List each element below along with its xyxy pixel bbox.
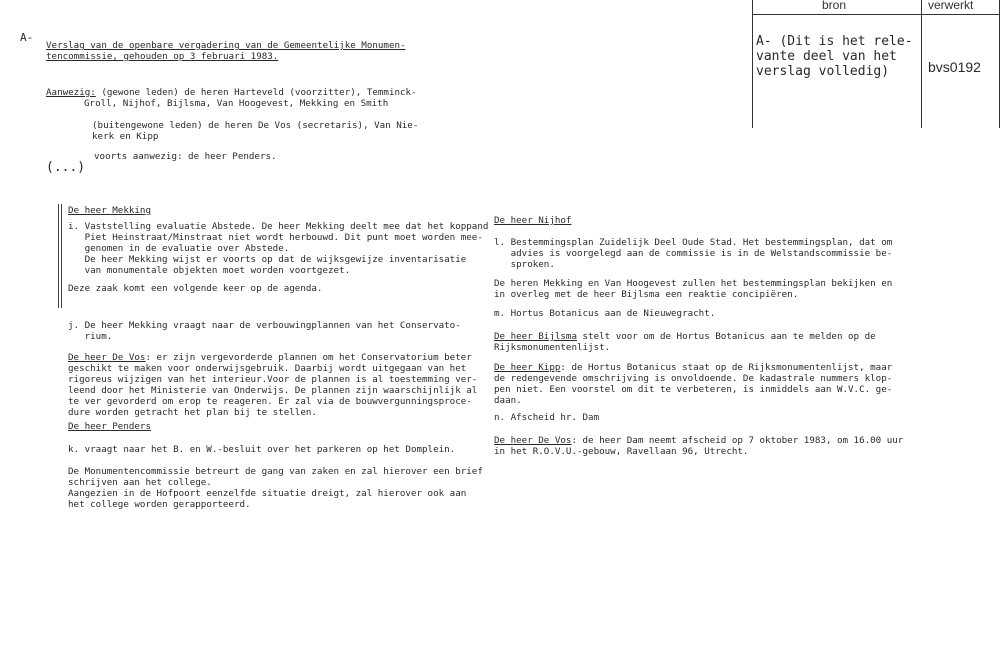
mekking-heading: De heer Mekking <box>68 205 151 216</box>
closing-line: schrijven aan het college. <box>68 477 212 488</box>
title-line: Verslag van de openbare vergadering van de Gemeentelijke Monumen- <box>46 40 406 51</box>
item-k: k. vraagt naar het B. en W.-besluit over het parkeren op het Domplein. <box>68 444 456 455</box>
also-present: voorts aanwezig: de heer Penders. <box>94 151 277 162</box>
bijlsma-rest: Rijksmonumentenlijst. <box>494 342 611 353</box>
devos-line: leend door het Ministerie van Onderwijs. De plannen zijn waarschijnlijk al <box>68 385 478 396</box>
devos-label: De heer De Vos <box>494 435 572 446</box>
item-j-line: j. De heer Mekking vraagt naar de verbouwingplannen van het Conservato- <box>68 320 461 331</box>
review-paragraph <box>494 278 892 300</box>
agenda-note: Deze zaak komt een volgende keer op de agenda. <box>68 283 323 294</box>
item-l <box>494 237 892 270</box>
kipp-line: daan. <box>494 395 522 406</box>
verwerkt-code: bvs0192 <box>928 59 981 75</box>
closing-paragraph <box>68 466 483 510</box>
item-j-line: rium. <box>68 331 113 342</box>
attendance-regular <box>46 87 417 109</box>
margin-bar <box>58 204 59 308</box>
attendance-extraordinary <box>92 120 418 142</box>
item-l-line: sproken. <box>494 259 555 270</box>
kipp-line: de redengevende omschrijving is onvoldoende. De kadastrale nummers klop- <box>494 373 893 384</box>
attendance-regular-rest: Groll, Nijhof, Bijlsma, Van Hoogevest, Mekking en Smith <box>84 98 389 109</box>
devos-line: dure worden getracht het plan bij te stellen. <box>68 407 317 418</box>
kipp-label: De heer Kipp <box>494 362 561 373</box>
item-i <box>68 221 488 276</box>
bijlsma-first: stelt voor om de Hortus Botanicus aan te melden op de <box>576 331 876 342</box>
bron-label: bron <box>822 0 847 12</box>
item-i-line: De heer Mekking wijst er voorts op dat de wijksgewijze inventarisatie <box>68 254 467 265</box>
kipp-line: pen niet. Een voorstel om dit te verbeteren, is inmiddels aan W.V.C. ge- <box>494 384 893 395</box>
devos-farewell-rest: in het R.O.V.U.-gebouw, Ravellaan 96, Utrecht. <box>494 446 749 457</box>
item-l-line: advies is voorgelegd aan de commissie is in de Welstandscommissie be- <box>494 248 893 259</box>
kipp-reply <box>494 362 892 406</box>
review-line: De heren Mekking en Van Hoogevest zullen het bestemmingsplan bekijken en <box>494 278 893 289</box>
attendance-extra-line: (buitengewone leden) de heren De Vos (secretaris), Van Nie- <box>92 120 419 131</box>
bijlsma-proposal <box>494 331 876 353</box>
devos-farewell <box>494 435 903 457</box>
ellipsis: (...) <box>46 160 86 175</box>
bijlsma-label: De heer Bijlsma <box>494 331 577 342</box>
box-header-rule <box>752 14 1000 15</box>
item-m: m. Hortus Botanicus aan de Nieuwegracht. <box>494 308 716 319</box>
attendance-label: Aanwezig: <box>46 87 96 98</box>
nijhof-heading: De heer Nijhof <box>494 215 572 226</box>
kipp-first: : de Hortus Botanicus staat op de Rijksmonumentenlijst, maar <box>560 362 893 373</box>
title-line: tencommissie, gehouden op 3 februari 1983. <box>46 51 279 62</box>
document-title <box>46 40 406 62</box>
devos-farewell-first: : de heer Dam neemt afscheid op 7 oktober 1983, om 16.00 uur <box>571 435 904 446</box>
devos-line: rigoreus wijzigen van het interieur.Voor de plannen is al toestemming ver- <box>68 374 478 385</box>
box-divider <box>921 0 922 128</box>
item-i-line: van monumentale objekten moet worden voortgezet. <box>68 265 351 276</box>
bron-text: A- (Dit is het rele- vante deel van het verslag volledig) <box>756 34 913 79</box>
item-i-line: i. Vaststelling evaluatie Abstede. De heer Mekking deelt mee dat het koppand <box>68 221 489 232</box>
margin-bar <box>61 204 62 308</box>
closing-line: Aangezien in de Hofpoort eenzelfde situatie dreigt, zal hierover ook aan <box>68 488 467 499</box>
devos-first: : er zijn vergevorderde plannen om het Conservatorium beter <box>145 352 472 363</box>
box-border-left <box>752 0 753 128</box>
review-line: in overleg met de heer Bijlsma een reaktie concipiëren. <box>494 289 799 300</box>
item-l-line: l. Bestemmingsplan Zuidelijk Deel Oude Stad. Het bestemmingsplan, dat om <box>494 237 893 248</box>
item-i-line: genomen in de evaluatie over Abstede. <box>68 243 290 254</box>
item-i-line: Piet Heinstraat/Minstraat niet wordt herbouwd. Dit punt moet worden mee- <box>68 232 483 243</box>
attendance-extra-line: kerk en Kipp <box>92 131 159 142</box>
closing-line: het college worden gerapporteerd. <box>68 499 251 510</box>
devos-label: De heer De Vos <box>68 352 146 363</box>
devos-reply-left <box>68 352 477 418</box>
margin-mark: A- <box>20 31 34 44</box>
item-j <box>68 320 461 342</box>
penders-heading: De heer Penders <box>68 421 151 432</box>
verwerkt-label: verwerkt <box>928 0 974 12</box>
bron-verwerkt-box <box>752 0 1000 128</box>
devos-line: te ver gevorderd om erop te reageren. Er zal via de bouwvergunningsproce- <box>68 396 472 407</box>
attendance-regular-first: (gewone leden) de heren Harteveld (voorzitter), Temminck- <box>95 87 417 98</box>
item-n: n. Afscheid hr. Dam <box>494 412 600 423</box>
closing-line: De Monumentencommissie betreurt de gang van zaken en zal hierover een brief <box>68 466 483 477</box>
devos-line: geschikt te maken voor onderwijsgebruik. Daarbij wordt uitgegaan van het <box>68 363 467 374</box>
